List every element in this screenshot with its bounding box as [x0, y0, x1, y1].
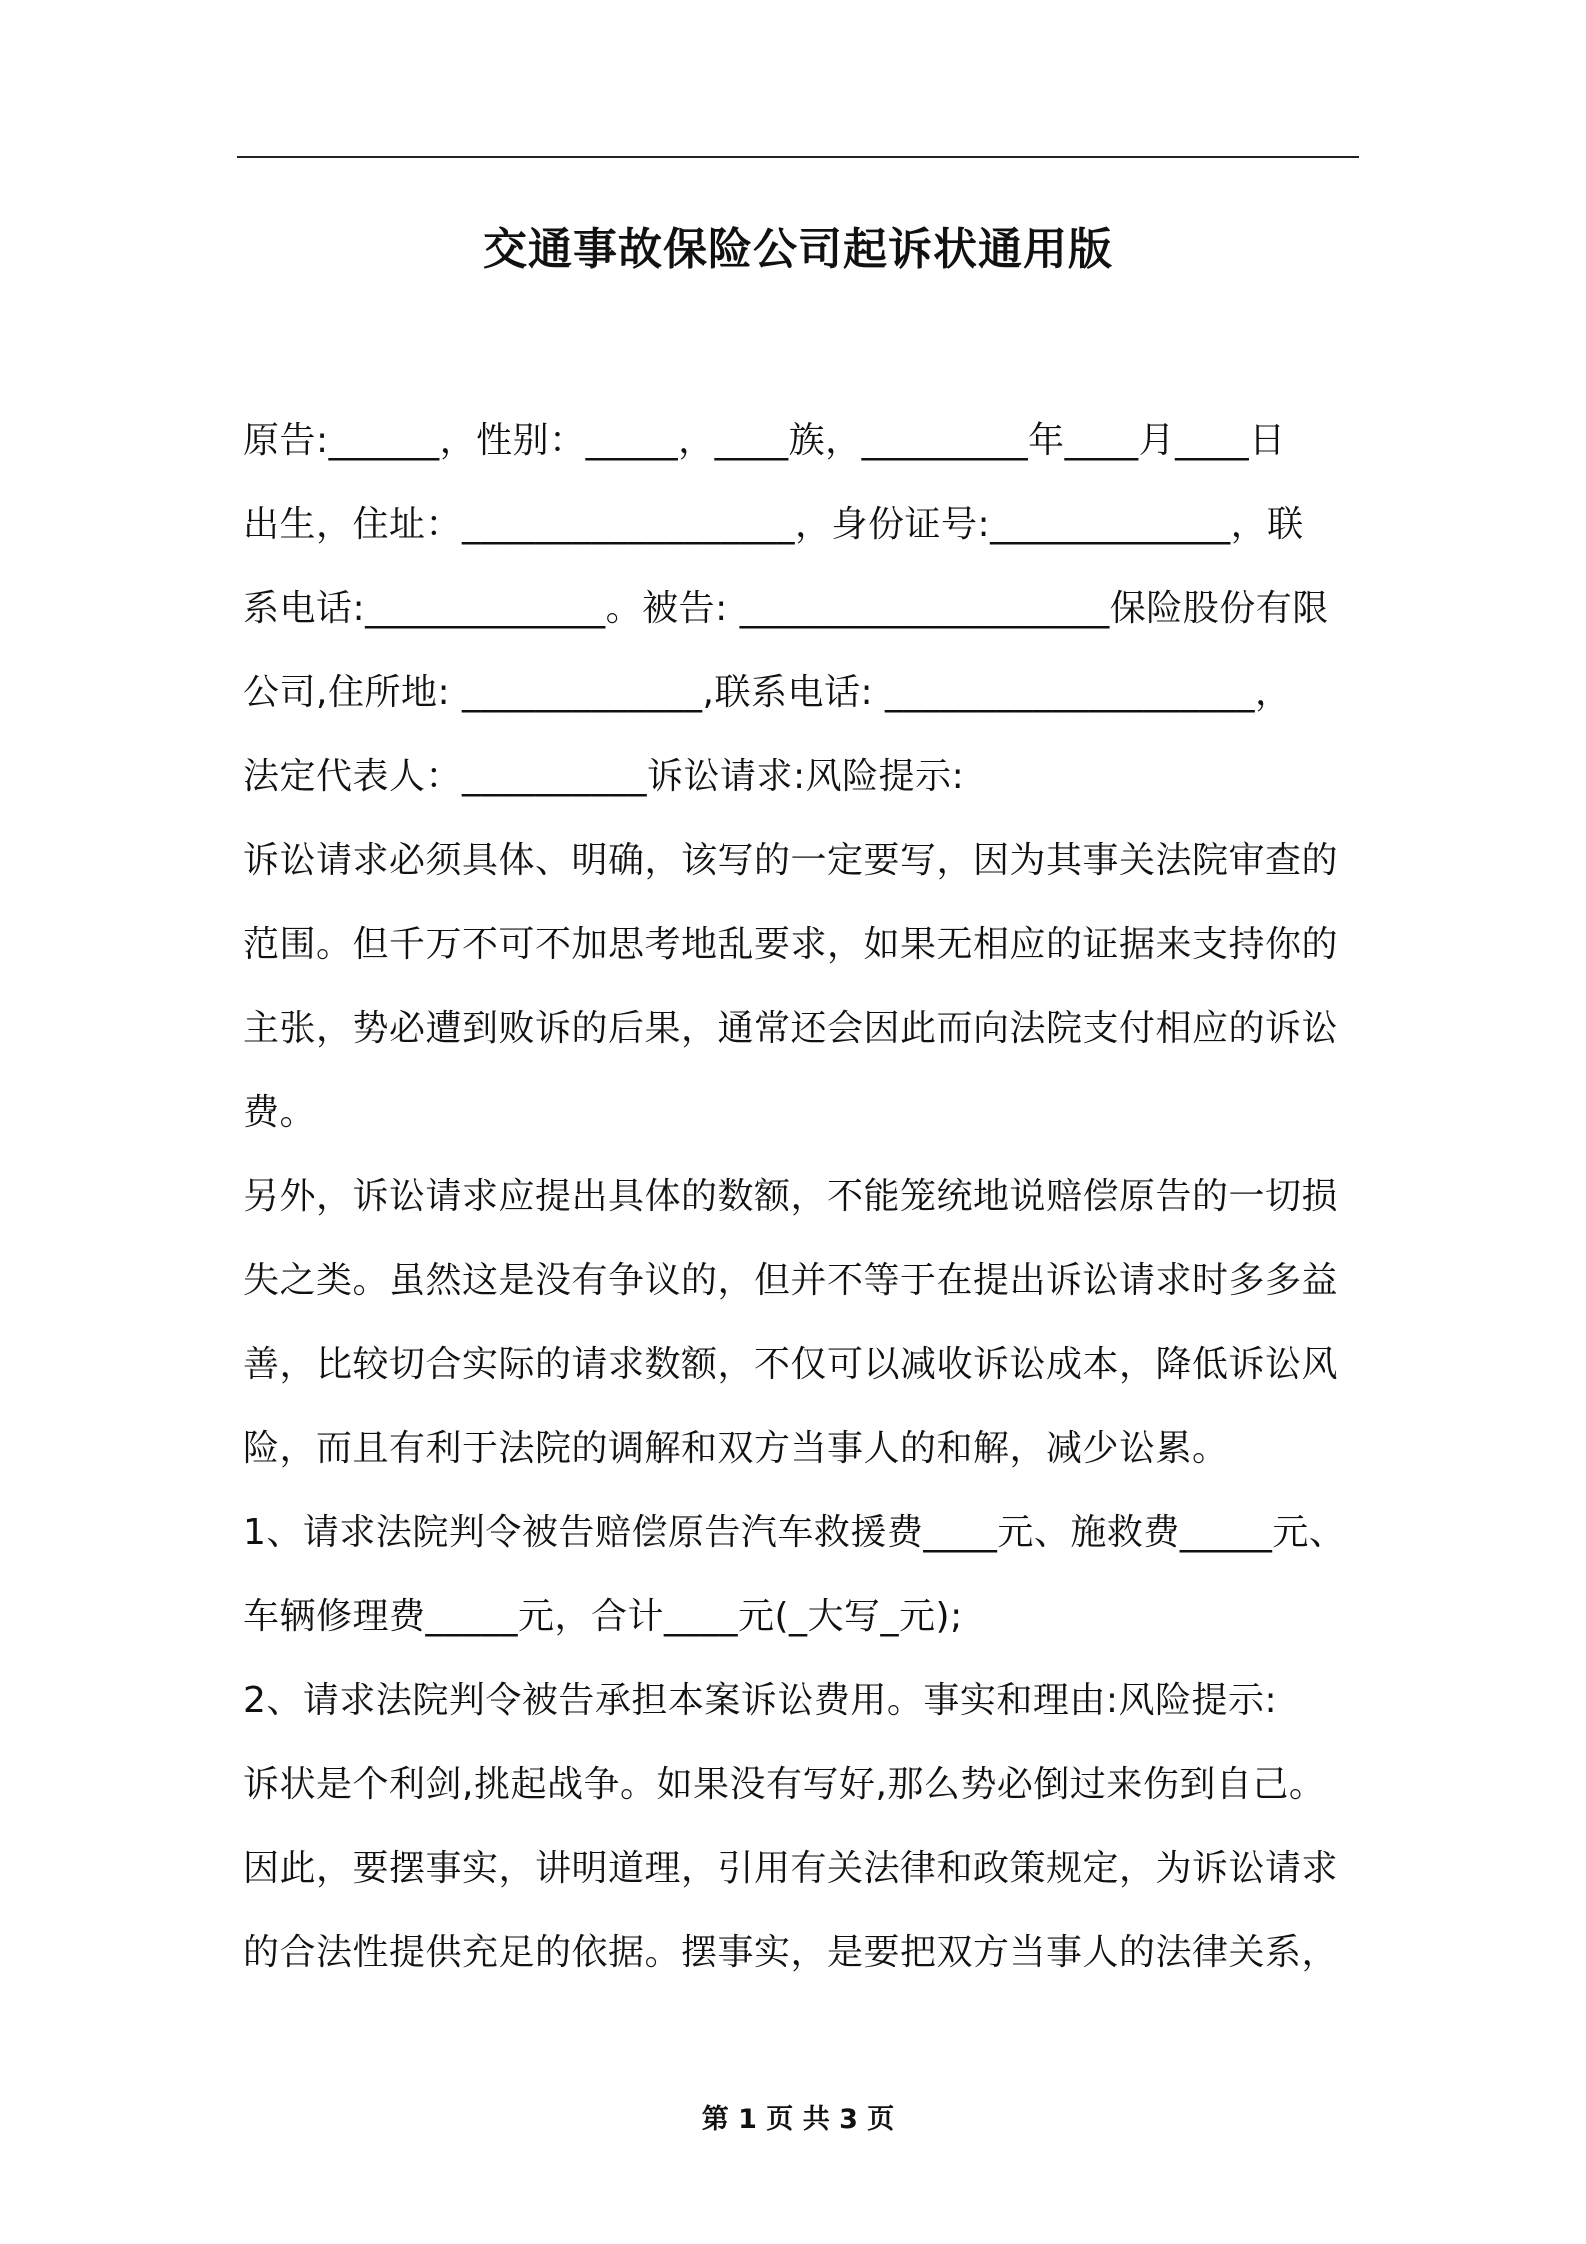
- body-line-6: 诉讼请求必须具体、明确，该写的一定要写，因为其事关法院审查的: [243, 840, 1339, 881]
- document-title: 交通事故保险公司起诉状通用版: [483, 224, 1113, 275]
- body-line-17: 诉状是个利剑,挑起战争。如果没有写好,那么势必倒过来伤到自己。: [243, 1764, 1326, 1805]
- body-line-14: 1、请求法院判令被告赔偿原告汽车救援费____元、施救费_____元、: [243, 1512, 1346, 1553]
- body-line-3: 系电话:_____________。被告: ____________________保险股份有限: [243, 588, 1329, 629]
- body-line-8: 主张，势必遭到败诉的后果，通常还会因此而向法院支付相应的诉讼: [243, 1008, 1339, 1049]
- body-line-16: 2、请求法院判令被告承担本案诉讼费用。事实和理由:风险提示:: [243, 1680, 1278, 1721]
- body-line-9: 费。: [243, 1092, 317, 1133]
- body-line-5: 法定代表人：__________诉讼请求:风险提示:: [243, 756, 965, 797]
- body-line-1: 原告:______，性别：_____，____族，_________年____月____日: [243, 420, 1286, 461]
- body-line-19: 的合法性提供充足的依据。摆事实，是要把双方当事人的法律关系，: [243, 1932, 1339, 1973]
- header-rule: [237, 156, 1359, 158]
- body-line-2: 出生，住址：__________________，身份证号:_____________，联: [243, 504, 1304, 545]
- body-line-15: 车辆修理费_____元，合计____元(_大写_元);: [243, 1596, 963, 1637]
- body-line-11: 失之类。虽然这是没有争议的，但并不等于在提出诉讼请求时多多益: [243, 1260, 1339, 1301]
- body-line-7: 范围。但千万不可不加思考地乱要求，如果无相应的证据来支持你的: [243, 924, 1339, 965]
- page-footer: 第 1 页 共 3 页: [701, 2104, 895, 2135]
- body-line-18: 因此，要摆事实，讲明道理，引用有关法律和政策规定，为诉讼请求: [243, 1848, 1339, 1889]
- body-line-13: 险，而且有利于法院的调解和双方当事人的和解，减少讼累。: [243, 1428, 1229, 1469]
- body-line-4: 公司,住所地: _____________,联系电话: ____________________，: [243, 672, 1292, 713]
- body-line-10: 另外，诉讼请求应提出具体的数额，不能笼统地说赔偿原告的一切损: [243, 1176, 1339, 1217]
- body-line-12: 善，比较切合实际的请求数额，不仅可以减收诉讼成本，降低诉讼风: [243, 1344, 1339, 1385]
